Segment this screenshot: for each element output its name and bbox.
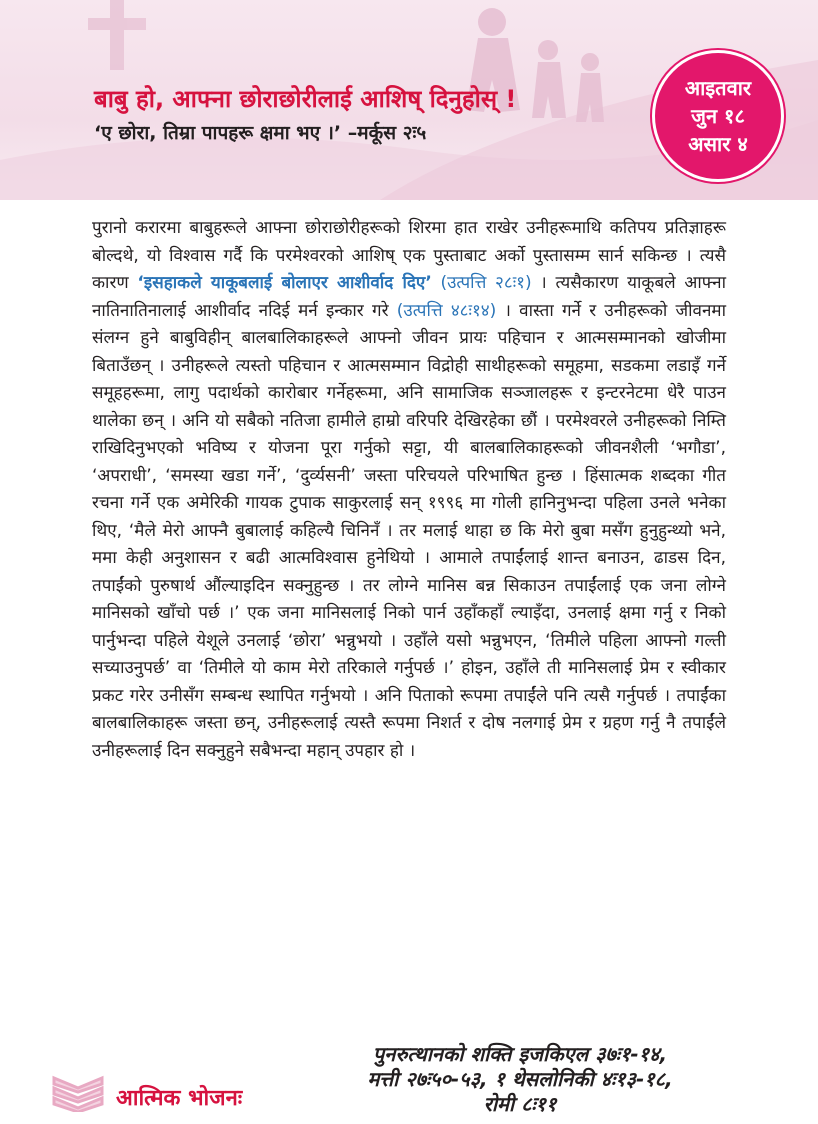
reference-line-1: पुनरुत्थानको शक्ति इजकिएल ३७ः१-१४,	[372, 1042, 668, 1066]
reference-line-2: मत्ती २७ः५०-५३, १ थेसलोनिकी ४ः१३-१८,	[367, 1067, 673, 1091]
cross-icon	[88, 0, 146, 70]
body-text-part-1: पुरानो करारमा बाबुहरूले आफ्ना छोराछोरीहरूको शिरमा हात राखेर उनीहरूमाथि कतिपय प्रतिज्ञाहरू बोल्दथे, यो विश्वास गर्दै कि परमेश्वरको आशिष् एक पुस्ताबाट अर्को पुस्तासम्म सार्न सकिन्छ । त्यसै कारण	[92, 218, 726, 293]
date-badge	[652, 50, 784, 182]
header-banner	[0, 0, 818, 200]
scripture-citation-1: (उत्पत्ति २८ः१)	[431, 273, 532, 293]
body-text-part-3: । वास्ता गर्ने र उनीहरूको जीवनमा संलग्न हुने बाबुविहीन् बालबालिकाहरूले आफ्नो जीवन प्रायः पहिचान र आत्मसम्मानको खोजीमा बिताउँछन् । उनीहरूले त्यस्तो पहिचान र आत्मसम्मान विद्रोही साथीहरूको समूहमा, सडकमा लडाइँ गर्ने समूहहरूमा, लागु पदार्थको कारोबार गर्नेहरूमा, अनि सामाजिक सञ्जालहरू र इन्टरनेटमा धेरै पाउन थालेका छन् । अनि यो सबैको नतिजा हामीले हाम्रो वरिपरि देखिरहेका छौं । परमेश्वरले उनीहरूको निम्ति राखिदिनुभएको भविष्य र योजना पूरा गर्नुको सट्टा, यी बालबालिकाहरूको जीवनशैली ‘भगौडा’, ‘अपराधी’, ‘समस्या खडा गर्ने’, ‘दुर्व्यसनी’ जस्ता परिचयले परिभाषित हुन्छ । हिंसात्मक शब्दका गीत रचना गर्ने एक अमेरिकी गायक टुपाक साकुरलाई सन् १९९६ मा गोली हानिनुभन्दा पहिला उनले भनेका थिए, ‘मैले मेरो आफ्नै बुबालाई कहिल्यै चिनिनँ । तर मलाई थाहा छ कि मेरो बुबा मसँग हुनुहुन्थ्यो भने, ममा केही अनुशासन र बढी आत्मविश्वास हुनेथियो । आमाले तपाईंलाई शान्त बनाउन, ढाडस दिन, तपाईंको पुरुषार्थ औंल्याइदिन सक्नुहुन्छ । तर लोग्ने मानिस बन्न सिकाउन तपाईंलाई एक जना लोग्ने मानिसको खाँचो पर्छ ।’ एक जना मानिसलाई निको पार्न उहाँकहाँ ल्याइँदा, उनलाई क्षमा गर्नु र निको पार्नुभन्दा पहिले येशूले उनलाई ‘छोरा’ भन्नुभयो । उहाँले यसो भन्नुभएन, ‘तिमीले पहिला आफ्नो गल्ती सच्याउनुपर्छ’ वा ‘तिमीले यो काम मेरो तरिकाले गर्नुपर्छ ।’ होइन, उहाँले ती मानिसलाई प्रेम र स्वीकार प्रकट गरेर उनीसँग सम्बन्ध स्थापित गर्नुभयो । अनि पिताको रूपमा तपाईंले पनि त्यसै गर्नुपर्छ । तपाईंका बालबालिकाहरू जस्ता छन्, उनीहरूलाई त्यस्तै रूपमा निशर्त र दोष नलगाई प्रेम र ग्रहण गर्नु नै तपाईंले उनीहरूलाई दिन सक्नुहुने सबैभन्दा महान् उपहार हो ।	[92, 300, 726, 761]
verse-subtitle: ‘ए छोरा, तिम्रा पापहरू क्षमा भए ।’ –मर्कूस २ः५	[94, 122, 427, 144]
date-gregorian: जुन १८	[691, 104, 745, 128]
scripture-citation-2: (उत्पत्ति ४८ः१४)	[396, 300, 497, 321]
scripture-quote-1: ‘इसहाकले याकूबलाई बोलाएर आशीर्वाद दिए’	[137, 273, 432, 293]
devotional-body	[92, 215, 726, 765]
books-icon	[48, 1068, 108, 1112]
footer	[0, 1040, 818, 1124]
date-day: आइतवार	[684, 76, 752, 100]
date-nepali: असार ४	[688, 132, 748, 156]
reference-line-3: रोमी ८ः११	[483, 1092, 557, 1116]
page-title: बाबु हो, आफ्ना छोराछोरीलाई आशिष् दिनुहोस् !	[94, 85, 517, 113]
reading-references	[300, 1042, 740, 1117]
body-text-part-2: । त्यसैकारण याकूबले आफ्ना नातिनातिनालाई आशीर्वाद नदिई मर्न इन्कार गरे	[92, 273, 727, 321]
footer-label: आत्मिक भोजनः	[116, 1086, 243, 1111]
